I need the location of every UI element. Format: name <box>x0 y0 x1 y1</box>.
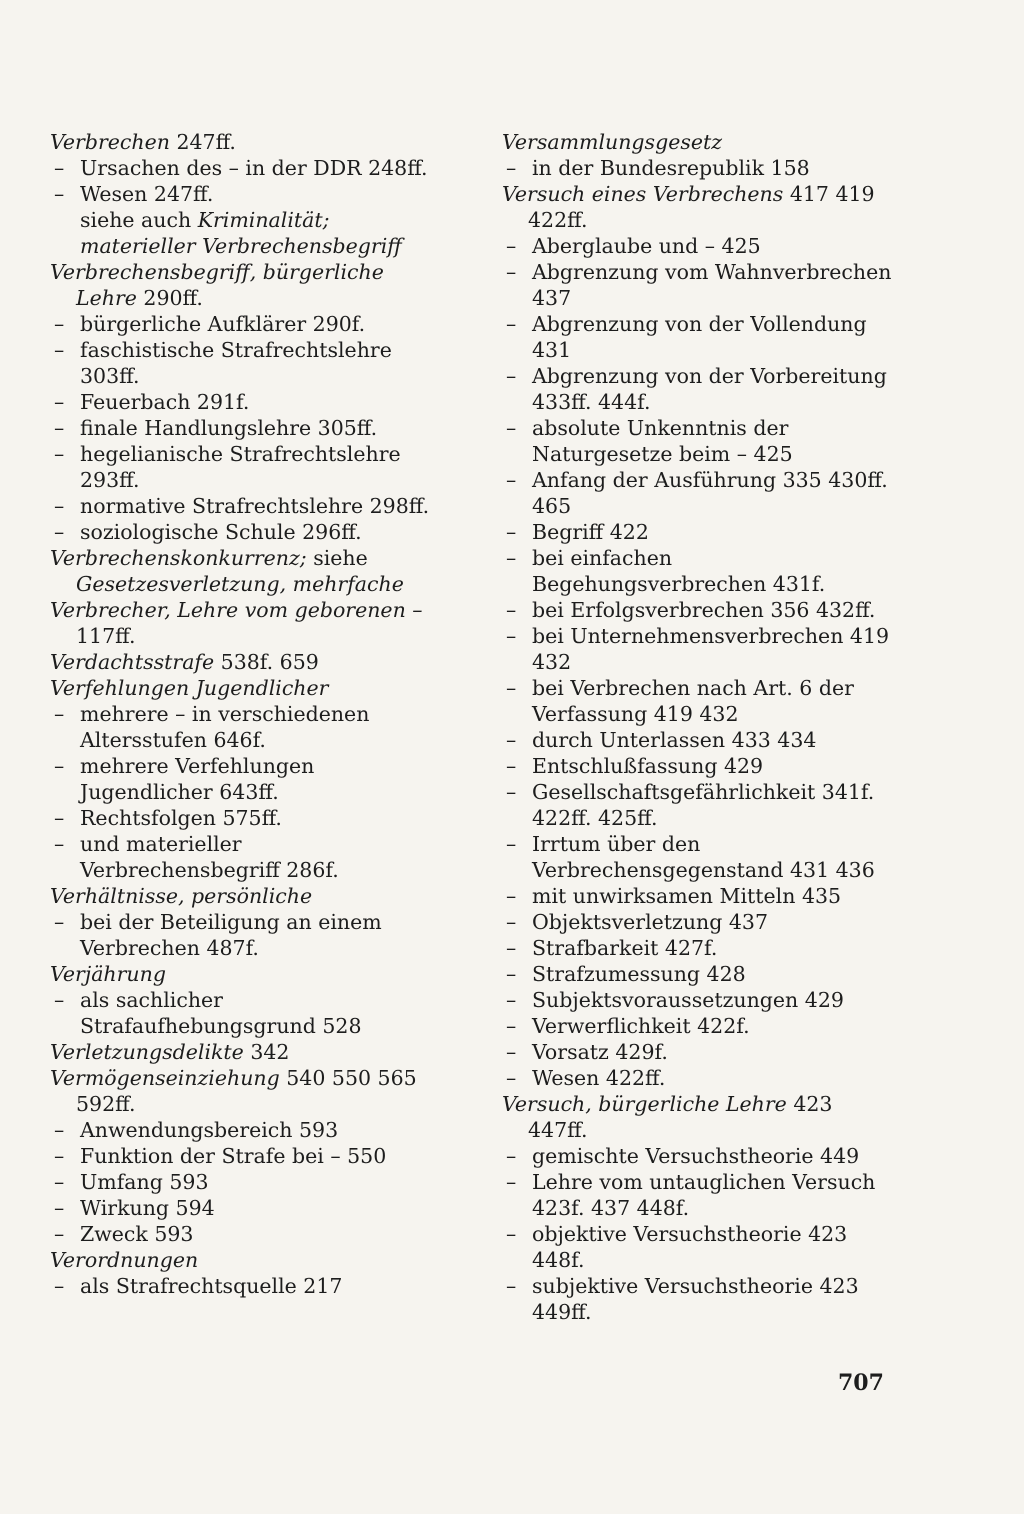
left-index-column <box>50 129 440 1299</box>
subentry-text: Irrtum über den Verbrechensgegenstand 431 436 <box>532 832 875 882</box>
index-entry <box>502 181 894 233</box>
subentry-text: mehrere – in verschiedenen Altersstufen 646f. <box>80 702 370 752</box>
subentry-text: als sachlicher Strafaufhebungsgrund 528 <box>80 988 362 1038</box>
subentry-text: in der Bundesrepublik 158 <box>532 156 810 180</box>
dash-marker: – <box>506 1040 517 1064</box>
index-subentry <box>502 1273 894 1325</box>
subentry-text: Wirkung 594 <box>80 1196 215 1220</box>
index-subentry <box>502 363 894 415</box>
entry-heading: Versuch eines Verbrechens <box>502 182 784 206</box>
subentry-text: Lehre vom untauglichen Versuch 423f. 437 448f. <box>532 1170 876 1220</box>
index-subentry <box>502 1039 894 1065</box>
index-subentry <box>502 1221 894 1273</box>
subentry-text: soziologische Schule 296ff. <box>80 520 362 544</box>
entry-heading: Verbrechen <box>50 130 170 154</box>
index-subentry <box>50 311 440 337</box>
see-also-label: siehe auch <box>80 208 198 232</box>
dash-marker: – <box>54 702 65 726</box>
subentry-text: Entschlußfassung 429 <box>532 754 764 778</box>
subentry-text: Abgrenzung von der Vollendung 431 <box>532 312 867 362</box>
see-also-line <box>50 207 440 259</box>
dash-marker: – <box>506 1170 517 1194</box>
dash-marker: – <box>506 1274 517 1298</box>
subentry-text: Subjektsvoraussetzungen 429 <box>532 988 844 1012</box>
subentry-text: Strafbarkeit 427f. <box>532 936 718 960</box>
index-subentry <box>50 831 440 883</box>
subentry-text: Rechtsfolgen 575ff. <box>80 806 282 830</box>
subentry-text: finale Handlungslehre 305ff. <box>80 416 378 440</box>
subentry-text: absolute Unkenntnis der Naturgesetze beim – 425 <box>532 416 793 466</box>
entry-pages: 117ff. <box>76 624 136 648</box>
subentry-text: Anfang der Ausführung 335 430ff. 465 <box>532 468 888 518</box>
dash-marker: – <box>54 910 65 934</box>
index-subentry <box>50 701 440 753</box>
index-subentry <box>502 259 894 311</box>
index-subentry <box>502 987 894 1013</box>
dash-marker: – <box>54 1170 65 1194</box>
subentry-text: Aberglaube und – 425 <box>532 234 761 258</box>
index-subentry <box>502 883 894 909</box>
subentry-text: Objektsverletzung 437 <box>532 910 769 934</box>
dash-marker: – <box>506 234 517 258</box>
subentry-text: bei Unternehmensverbrechen 419 432 <box>532 624 890 674</box>
index-subentry <box>50 1169 440 1195</box>
index-subentry <box>502 519 894 545</box>
dash-marker: – <box>54 520 65 544</box>
entry-heading: Versuch, bürgerliche Lehre <box>502 1092 787 1116</box>
index-subentry <box>50 1195 440 1221</box>
subentry-text: gemischte Versuchstheorie 449 <box>532 1144 860 1168</box>
index-subentry <box>502 597 894 623</box>
dash-marker: – <box>54 1144 65 1168</box>
entry-heading: Verhältnisse, persönliche <box>50 884 313 908</box>
dash-marker: – <box>54 754 65 778</box>
index-subentry <box>50 155 440 181</box>
subentry-text: mehrere Verfehlungen Jugendlicher 643ff. <box>80 754 315 804</box>
index-subentry <box>50 987 440 1039</box>
index-subentry <box>50 519 440 545</box>
subentry-text: faschistische Strafrechtslehre 303ff. <box>80 338 392 388</box>
dash-marker: – <box>506 1222 517 1246</box>
index-entry <box>50 129 440 155</box>
dash-marker: – <box>54 1274 65 1298</box>
dash-marker: – <box>506 312 517 336</box>
index-subentry <box>502 1065 894 1091</box>
subentry-text: als Strafrechtsquelle 217 <box>80 1274 343 1298</box>
dash-marker: – <box>506 1066 517 1090</box>
subentry-text: Funktion der Strafe bei – 550 <box>80 1144 387 1168</box>
index-subentry <box>502 779 894 831</box>
entry-heading: Verordnungen <box>50 1248 199 1272</box>
subentry-text: Wesen 247ff. <box>80 182 214 206</box>
dash-marker: – <box>506 910 517 934</box>
dash-marker: – <box>54 442 65 466</box>
dash-marker: – <box>506 520 517 544</box>
index-subentry <box>50 415 440 441</box>
see-label: siehe <box>306 546 368 570</box>
subentry-text: hegelianische Strafrechtslehre 293ff. <box>80 442 401 492</box>
subentry-text: Abgrenzung vom Wahnverbrechen 437 <box>532 260 892 310</box>
index-subentry <box>50 493 440 519</box>
dash-marker: – <box>54 988 65 1012</box>
index-subentry <box>502 1013 894 1039</box>
index-subentry <box>502 623 894 675</box>
subentry-text: Vorsatz 429f. <box>532 1040 668 1064</box>
dash-marker: – <box>506 884 517 908</box>
subentry-text: Anwendungsbereich 593 <box>80 1118 339 1142</box>
dash-marker: – <box>506 832 517 856</box>
index-entry <box>502 129 894 155</box>
index-subentry <box>502 909 894 935</box>
index-entry <box>50 1247 440 1273</box>
dash-marker: – <box>506 962 517 986</box>
index-subentry <box>502 1143 894 1169</box>
index-subentry <box>502 1169 894 1221</box>
entry-pages: 342 <box>243 1040 290 1064</box>
index-subentry <box>502 415 894 467</box>
index-subentry <box>50 909 440 961</box>
entry-heading: Verletzungsdelikte <box>50 1040 244 1064</box>
dash-marker: – <box>506 936 517 960</box>
index-entry <box>50 883 440 909</box>
subentry-text: bürgerliche Aufklärer 290f. <box>80 312 366 336</box>
subentry-text: bei Verbrechen nach Art. 6 der Verfassung 419 432 <box>532 676 854 726</box>
index-subentry <box>50 1143 440 1169</box>
dash-marker: – <box>54 494 65 518</box>
dash-marker: – <box>54 1196 65 1220</box>
entry-heading: Versammlungsgesetz <box>502 130 723 154</box>
index-subentry <box>502 961 894 987</box>
dash-marker: – <box>54 182 65 206</box>
entry-heading: Verbrechensbegriff, bürgerliche Lehre <box>50 260 384 310</box>
index-subentry <box>502 831 894 883</box>
dash-marker: – <box>54 806 65 830</box>
entry-pages: 290ff. <box>136 286 203 310</box>
index-subentry <box>502 545 894 597</box>
entry-heading: Vermögenseinziehung <box>50 1066 280 1090</box>
subentry-text: objektive Versuchstheorie 423 448f. <box>532 1222 848 1272</box>
entry-pages: 417 419 422ff. <box>528 182 875 232</box>
subentry-text: subjektive Versuchstheorie 423 449ff. <box>532 1274 859 1324</box>
index-subentry <box>50 1221 440 1247</box>
subentry-text: Gesellschaftsgefährlichkeit 341f. 422ff. 425ff. <box>532 780 875 830</box>
index-subentry <box>50 1117 440 1143</box>
entry-pages: 540 550 565 592ff. <box>76 1066 417 1116</box>
dash-marker: – <box>506 598 517 622</box>
see-reference: Gesetzesverletzung, mehrfache <box>76 572 404 596</box>
page-number: 707 <box>838 1370 884 1396</box>
subentry-text: normative Strafrechtslehre 298ff. <box>80 494 430 518</box>
see-also-reference: Kriminalität; materieller Verbrechensbegriff <box>80 208 402 258</box>
index-entry <box>50 259 440 311</box>
subentry-text: bei einfachen Begehungsverbrechen 431f. <box>532 546 826 596</box>
dash-marker: – <box>506 416 517 440</box>
subentry-text: Zweck 593 <box>80 1222 194 1246</box>
dash-marker: – <box>54 416 65 440</box>
entry-heading: Verbrecher, Lehre vom geborenen – <box>50 598 423 622</box>
entry-pages: 538f. 659 <box>214 650 319 674</box>
index-entry <box>50 1039 440 1065</box>
dash-marker: – <box>54 832 65 856</box>
subentry-text: Ursachen des – in der DDR 248ff. <box>80 156 428 180</box>
index-subentry <box>502 753 894 779</box>
index-entry <box>50 649 440 675</box>
dash-marker: – <box>54 156 65 180</box>
dash-marker: – <box>506 468 517 492</box>
subentry-text: Begriff 422 <box>532 520 649 544</box>
subentry-text: durch Unterlassen 433 434 <box>532 728 817 752</box>
right-index-column <box>502 129 894 1325</box>
index-subentry <box>50 181 440 207</box>
index-subentry <box>50 389 440 415</box>
dash-marker: – <box>506 624 517 648</box>
dash-marker: – <box>506 260 517 284</box>
subentry-text: Abgrenzung von der Vorbereitung 433ff. 444f. <box>532 364 887 414</box>
dash-marker: – <box>506 546 517 570</box>
subentry-text: Wesen 422ff. <box>532 1066 666 1090</box>
dash-marker: – <box>54 338 65 362</box>
subentry-text: Strafzumessung 428 <box>532 962 746 986</box>
index-subentry <box>50 441 440 493</box>
subentry-text: bei der Beteiligung an einem Verbrechen 487f. <box>80 910 382 960</box>
dash-marker: – <box>506 780 517 804</box>
dash-marker: – <box>506 1014 517 1038</box>
index-entry <box>50 597 440 649</box>
index-subentry <box>502 233 894 259</box>
index-subentry <box>502 311 894 363</box>
dash-marker: – <box>506 728 517 752</box>
entry-pages: 423 447ff. <box>528 1092 833 1142</box>
dash-marker: – <box>506 156 517 180</box>
dash-marker: – <box>54 1118 65 1142</box>
index-entry <box>50 545 440 597</box>
index-entry <box>50 961 440 987</box>
index-subentry <box>50 805 440 831</box>
index-subentry <box>502 935 894 961</box>
dash-marker: – <box>506 676 517 700</box>
entry-heading: Verfehlungen Jugendlicher <box>50 676 329 700</box>
index-entry <box>50 1065 440 1117</box>
entry-heading: Verjährung <box>50 962 166 986</box>
subentry-text: bei Erfolgsverbrechen 356 432ff. <box>532 598 876 622</box>
subentry-text: und materieller Verbrechensbegriff 286f. <box>80 832 339 882</box>
entry-pages: 247ff. <box>169 130 236 154</box>
index-subentry <box>50 337 440 389</box>
dash-marker: – <box>54 312 65 336</box>
dash-marker: – <box>506 1144 517 1168</box>
index-subentry <box>50 753 440 805</box>
index-entry <box>50 675 440 701</box>
subentry-text: mit unwirksamen Mitteln 435 <box>532 884 842 908</box>
index-subentry <box>50 1273 440 1299</box>
index-subentry <box>502 727 894 753</box>
dash-marker: – <box>54 1222 65 1246</box>
index-subentry <box>502 675 894 727</box>
subentry-text: Verwerflichkeit 422f. <box>532 1014 750 1038</box>
dash-marker: – <box>506 754 517 778</box>
dash-marker: – <box>506 988 517 1012</box>
index-entry <box>502 1091 894 1143</box>
subentry-text: Umfang 593 <box>80 1170 209 1194</box>
subentry-text: Feuerbach 291f. <box>80 390 250 414</box>
entry-heading: Verdachtsstrafe <box>50 650 215 674</box>
dash-marker: – <box>54 390 65 414</box>
index-subentry <box>502 467 894 519</box>
dash-marker: – <box>506 364 517 388</box>
index-subentry <box>502 155 894 181</box>
entry-heading: Verbrechenskonkurrenz; <box>50 546 307 570</box>
